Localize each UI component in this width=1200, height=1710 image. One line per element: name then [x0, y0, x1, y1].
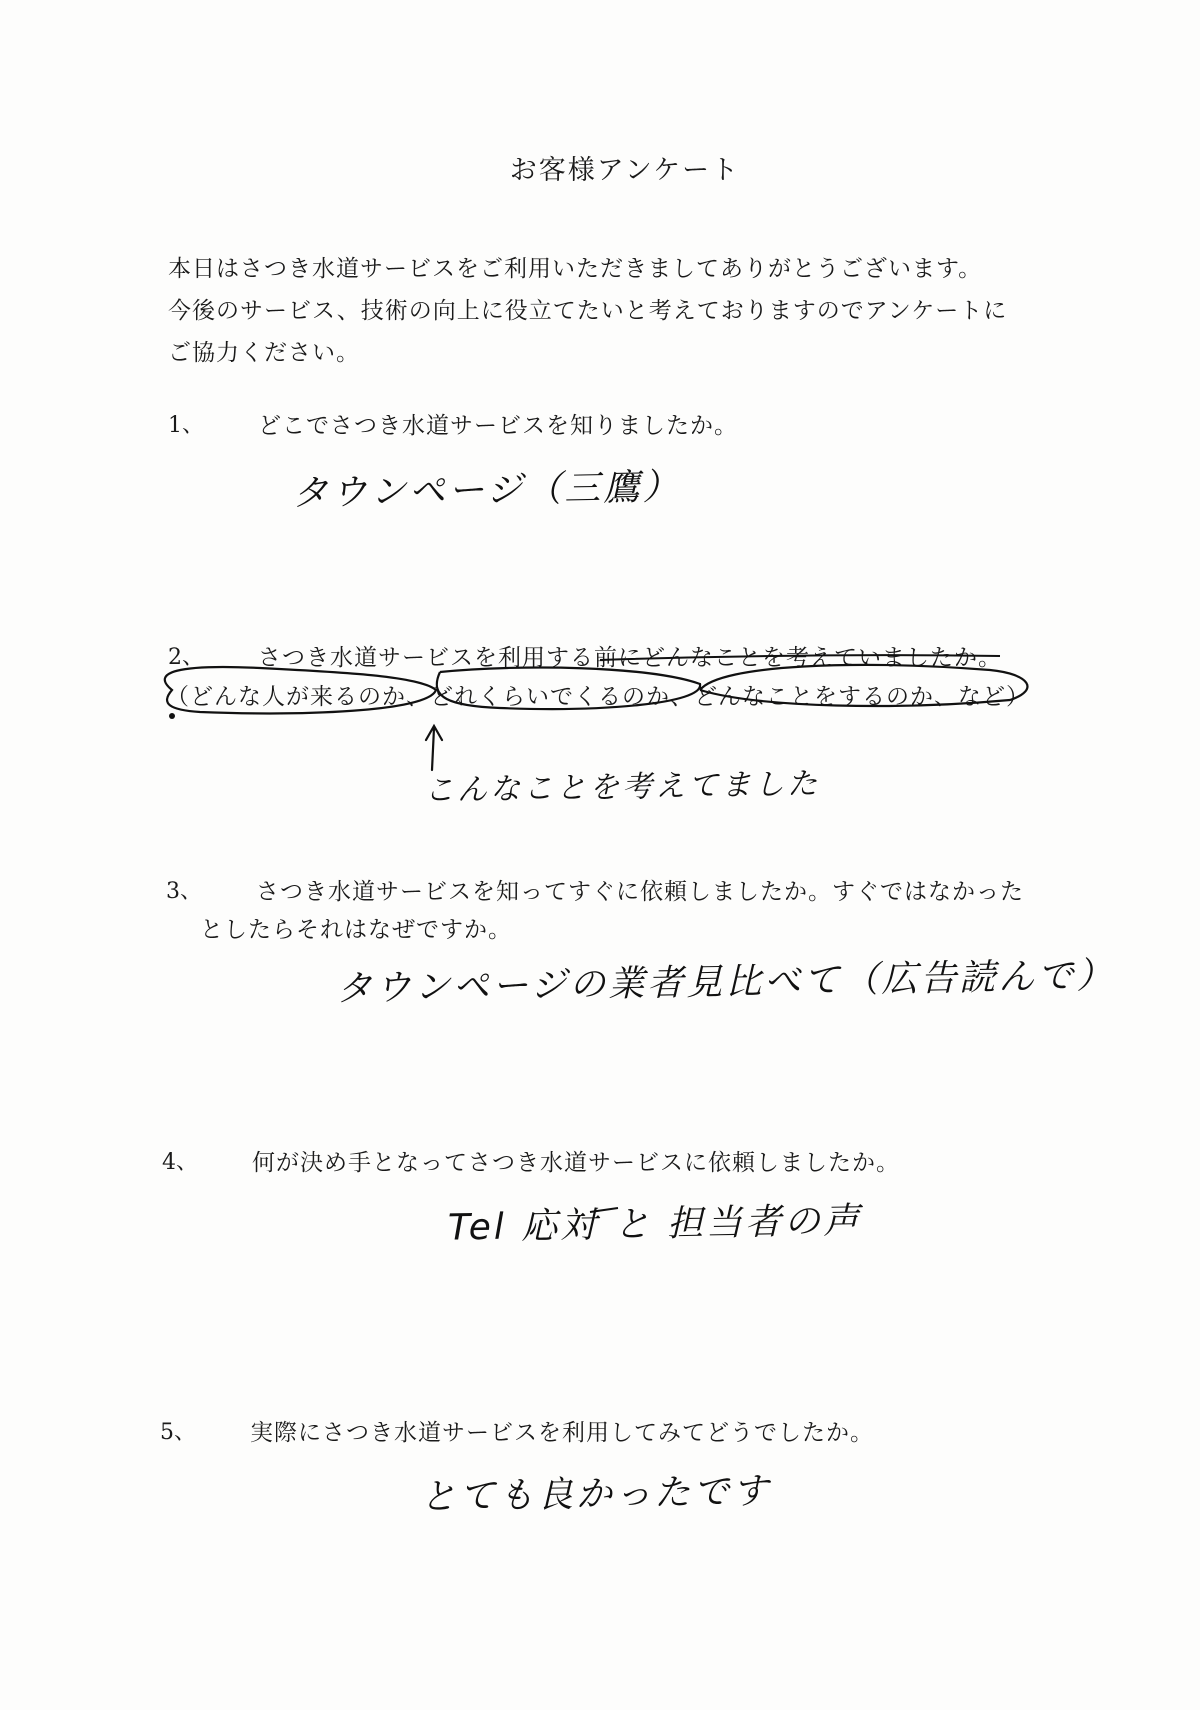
- question-text: さつき水道サービスを利用する前にどんなことを考えていましたか。: [258, 645, 1002, 671]
- intro-line: 本日はさつき水道サービスをご利用いただきましてありがとうございます。: [168, 256, 983, 282]
- pen-dot-mark: [169, 713, 175, 719]
- page-title: お客様アンケート: [509, 155, 741, 186]
- question-text: 何が決め手となってさつき水道サービスに依頼しましたか。: [252, 1150, 900, 1176]
- question-number: 5、: [160, 1420, 196, 1445]
- question-text: どこでさつき水道サービスを知りましたか。: [258, 413, 738, 439]
- handwritten-answer: タウンページ（三鷹）: [291, 466, 682, 515]
- handwritten-answer: とても良かったです: [419, 1470, 772, 1519]
- question-text: （どんな人が来るのか、どれくらいでくるのか、どんなことをするのか、など）: [166, 684, 1030, 710]
- question-number: 3、: [166, 879, 202, 904]
- question-text: さつき水道サービスを知ってすぐに依頼しましたか。すぐではなかった: [256, 879, 1024, 905]
- handwritten-answer: タウンページの業者見比べて（広告読んで）: [335, 955, 1116, 1010]
- handwritten-answer: こんなことを考えてました: [423, 766, 821, 809]
- question-text: としたらそれはなぜですか。: [200, 917, 512, 943]
- arrow-icon: [426, 726, 442, 770]
- question-text: 実際にさつき水道サービスを利用してみてどうでしたか。: [250, 1420, 874, 1446]
- intro-line: 今後のサービス、技術の向上に役立てたいと考えておりますのでアンケートに: [168, 298, 1008, 324]
- question-number: 4、: [162, 1150, 198, 1175]
- question-number: 1、: [168, 413, 204, 438]
- intro-line: ご協力ください。: [168, 340, 360, 366]
- handwritten-answer: Tel 応対 と 担当者の声: [447, 1200, 863, 1249]
- question-number: 2、: [168, 645, 204, 670]
- intro-text: [168, 248, 1007, 374]
